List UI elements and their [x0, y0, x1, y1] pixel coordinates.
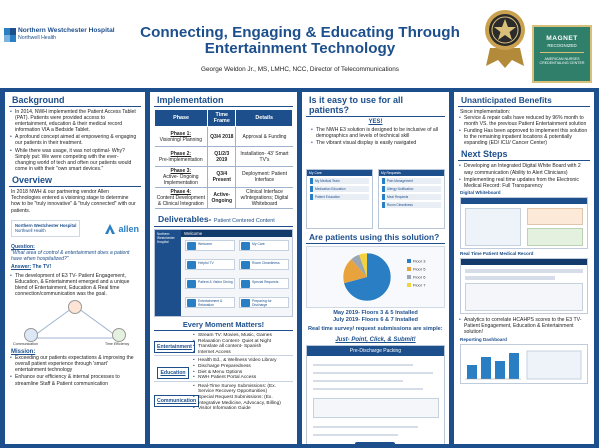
- column-benefits: [454, 92, 594, 444]
- mission-title: Mission:: [11, 349, 36, 356]
- portal-tile: Welcome: [185, 240, 235, 251]
- tile-icon: [187, 299, 196, 307]
- background-list: [5, 109, 145, 172]
- whiteboard-image: [460, 197, 588, 249]
- triangle-label: Time Efficiency: [105, 342, 130, 347]
- hospital-sub: Northwell Health: [18, 35, 57, 41]
- poster-title: Connecting, Engaging & Educating Through Entertainment Technology: [140, 24, 460, 57]
- list-item: • Exceeding our patients expectations & improving the overall patient experience through 'smart' entertainment technology: [15, 355, 139, 373]
- table-row: Phase 3: Active- Ongoing Implementation Q3/4 Present Deployment: Patient Interface: [155, 167, 293, 188]
- northwell-logo-icon: [4, 28, 16, 42]
- easy-yes: YES!: [368, 119, 383, 125]
- list-item: • Implementing real time updates from the Electronic Medical Record: Full Transparency: [464, 177, 588, 189]
- svg-text:Floor 6: Floor 6: [413, 274, 426, 280]
- implementation-table: [154, 109, 293, 209]
- moment-group-education: Education • Health Ed., & Wellness Video Library • Discharge Preparedness • Diet & Menu Options • NWH Patient Portal Access: [154, 358, 293, 381]
- survey-form-screenshot: Pre-Discharge Packing: [306, 345, 445, 444]
- implementation-title: Implementation: [154, 94, 293, 107]
- medical-record-image: [460, 258, 588, 314]
- every-moment-title: Every Moment Matters!: [154, 320, 293, 331]
- list-item: • In 2014, NWH implemented the Patient Access Tablet (PAT). Patients were provided access to entertainment, education & their medical record information VIA a Bedside Tablet.: [15, 109, 139, 133]
- next-steps-title: Next Steps: [458, 148, 590, 161]
- development-list: [5, 273, 145, 297]
- reporting-label: Reporting Dashboard: [460, 337, 507, 343]
- usage-pie-chart: [306, 246, 445, 308]
- portal-topbar: Welcome: [181, 230, 292, 237]
- portal-tile: Room Cleanliness: [239, 259, 289, 270]
- table-row: Phase 1: Visioning/ Planning Q3/4 2018 Approval & Funding: [155, 127, 293, 147]
- benefits-title: Unanticipated Benefits: [458, 94, 590, 107]
- list-item: • Analytics to correlate HCAHPS scores to the E3 TV- Patient Engagement, Education & Entertainment solution!: [464, 317, 588, 335]
- nwh-logo: Northern Westchester Hospital Northwell Health: [11, 220, 80, 237]
- table-row: Phase 4: Content Development & Clinical Integration Active- Ongoing Clinical Interface w/Integrations; Digital Whiteboard: [155, 188, 293, 209]
- allen-logo: allen: [104, 223, 139, 235]
- hospital-logo: [4, 26, 146, 52]
- magnet-badge: MAGNET RECOGNIZED AMERICAN NURSES CREDENTIALING CENTER: [532, 25, 592, 83]
- column-implementation: [150, 92, 297, 444]
- next-steps-list: [454, 163, 594, 188]
- overview-title: Overview: [9, 174, 141, 187]
- tile-icon: [187, 261, 196, 269]
- install-dates: May 2019- Floors 3 & 5 Installed July 2019- Floors 6 & 7 Installed: [333, 310, 418, 323]
- tile-icon: [187, 242, 196, 250]
- analytics-list: [454, 317, 594, 335]
- allen-logo-icon: [104, 223, 116, 235]
- question-block: Question: "What area of control & entertainment does a patient have when hospitalized?": [11, 243, 130, 262]
- benefits-list: [454, 115, 594, 146]
- answer-block: Answer: The TV!: [11, 263, 52, 270]
- list-item: • Enhance our efficiency & internal processes to streamline Staff & Patient communication: [15, 374, 139, 386]
- list-item: • The vibrant visual display is easily navigated: [316, 140, 439, 146]
- background-title: Background: [9, 94, 141, 107]
- moment-group-entertainment: Entertainment • Stream TV: Movies, Music, Games • Relaxation Content- Quiet at Night • Translate all content- Spanish • Internet Access: [154, 333, 293, 356]
- portal-tile: Preparing for Discharge: [239, 297, 289, 308]
- screenshot-pair: [306, 169, 445, 229]
- table-row: Phase 2: Pre-Implementation Q1/2/3 2019 Installation- 43' Smart TV's: [155, 147, 293, 167]
- portal-tile: Helpful TV: [185, 259, 235, 270]
- reporting-dashboard-image: [460, 344, 588, 384]
- list-item: • A profound concept aimed at empowering & engaging our patients in their treatment.: [15, 134, 139, 146]
- portal-sidebar: Northern Westchester Hospital: [155, 230, 181, 316]
- easy-list: [306, 127, 445, 147]
- mycare-screenshot: My Care My Medical Team Medication Education Patient Education: [306, 169, 373, 229]
- list-item: • Funding Has been approved to implement this solution to the remaining inpatient locations & potentially expanding (ED/ ICU/ Cancer Center): [464, 128, 588, 146]
- realtime-record-label: Real Time Patient Medical Record: [460, 250, 534, 256]
- award-seal-icon: [484, 8, 526, 68]
- easy-title: Is it easy to use for all patients?: [306, 94, 445, 117]
- tile-icon: [187, 280, 196, 288]
- table-header: Details: [236, 110, 293, 127]
- triangle-diagram: [13, 300, 137, 346]
- table-header: Time Frame: [208, 110, 236, 127]
- column-background: [5, 92, 145, 444]
- mission-list: [5, 355, 145, 386]
- overview-text: In 2018 NWH & our partnering vendor Allen Technologies entered a visioning stage to determine how to be "truly innovative" & "truly connected" with our patients.: [11, 188, 136, 214]
- tile-icon: [241, 261, 250, 269]
- realtime-text: Real time survey/ request submissions are simple:: [308, 326, 443, 332]
- list-item: • While there was usage, it was not optimal- Why? Simply put: We were competing with the ever-changing world of tech and often our patients would come in with their "own smart devices.": [15, 148, 139, 172]
- benefits-since: Since implementation:: [460, 109, 511, 115]
- portal-tile: My Care: [239, 240, 289, 251]
- table-header: Phase: [155, 110, 208, 127]
- partner-logos: [11, 218, 139, 240]
- portal-tile: Special Requests: [239, 278, 289, 289]
- using-title: Are patients using this solution?: [306, 231, 445, 244]
- point-click-submit: Just- Point, Click, & Submit!: [335, 336, 416, 343]
- moment-group-communication: Communication • Real-Time Survey Submissions: (Ex. Service Recovery Opportunities) • Special Request Submissions: (Ex. Integrative Medicine, Advocacy, Billing) • Visitor Information Guide: [154, 384, 293, 412]
- list-item: • Service & repair calls have reduced by 96% month to month VS. the previous Patient Entertainment solution: [464, 115, 588, 127]
- triangle-label: Communication: [13, 342, 38, 347]
- deliverables-title: Deliverables- Patient Centered Content: [154, 212, 293, 227]
- whiteboard-label: Digital Whiteboard: [460, 189, 501, 195]
- poster-header: [0, 0, 599, 88]
- tile-icon: [241, 242, 250, 250]
- hospital-name: Northern Westchester Hospital: [18, 27, 115, 34]
- svg-text:Floor 5: Floor 5: [413, 266, 426, 272]
- svg-text:Floor 3: Floor 3: [413, 258, 426, 264]
- tile-icon: [241, 299, 250, 307]
- easy-block: [306, 119, 445, 167]
- portal-tile: Patient & Visitor Dining: [185, 278, 235, 289]
- poster-author: George Weldon Jr., MS, LMHC, NCC, Director of Telecommunications: [201, 66, 399, 73]
- svg-text:Floor 7: Floor 7: [413, 282, 426, 288]
- list-item: • Developing an Integrated Digital White Board with 2 way communication (Ability to Alert Clinicians): [464, 163, 588, 175]
- portal-screenshot: [154, 229, 293, 317]
- column-usage: [302, 92, 449, 444]
- portal-tile: Entertainment & Relaxation: [185, 297, 235, 308]
- requests-screenshot: My Requests Pain Management Allergy Notification Meal Requests Room Cleanliness: [378, 169, 445, 229]
- tile-icon: [241, 280, 250, 288]
- list-item: • The development of E3 TV- Patient Engagement, Education, & Entertainment emerged and a unique blend of Entertainment, Education & Real time connection/communication was the goal.: [15, 273, 139, 297]
- list-item: • The NWH E3 solution is designed to be inclusive of all demographics and levels of technical skill: [316, 127, 439, 139]
